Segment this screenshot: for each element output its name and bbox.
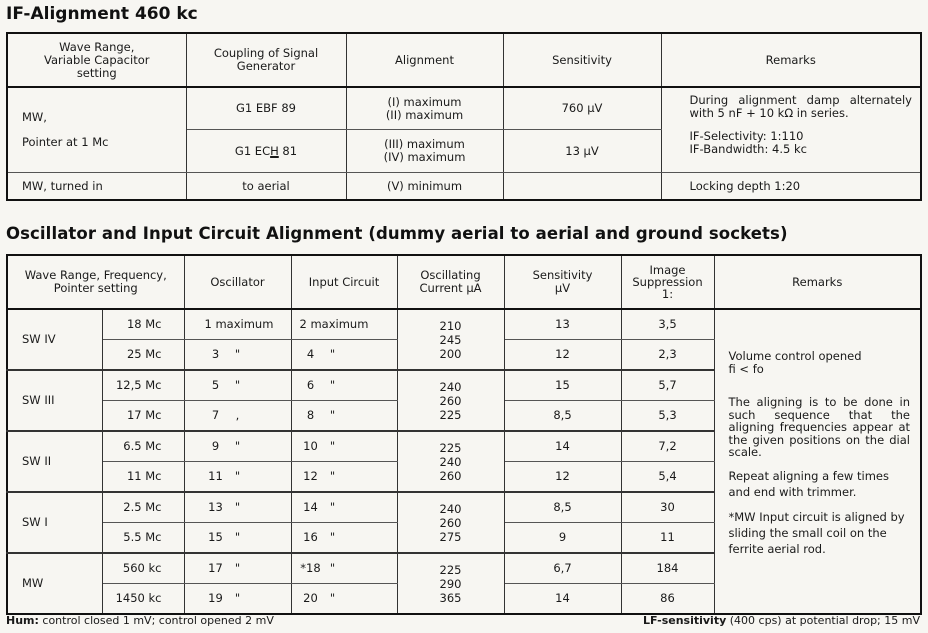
osc-current-cell	[397, 431, 504, 492]
osc-cell	[184, 401, 291, 432]
remark-sequence: The aligning is to be done in such sequence that the aligning frequencies appear at the given positions on the dial scale.	[728, 395, 910, 459]
ditto-mark: "	[329, 500, 336, 514]
freq-cell: 12,5 Mc	[102, 370, 184, 401]
input-number: 4	[306, 347, 315, 361]
if-alignment-table	[6, 32, 922, 201]
ditto-mark: "	[329, 530, 336, 544]
current-value: 260	[439, 468, 462, 483]
align-III: (III) maximum	[384, 137, 465, 151]
image-cell: 5,3	[621, 401, 714, 432]
if-alignment-title: IF-Alignment 460 kc	[6, 4, 198, 24]
header-oscillator: Oscillator	[184, 255, 291, 309]
freq-cell: 560 kc	[102, 553, 184, 584]
alignment-V: (V) minimum	[346, 173, 503, 201]
input-cell: 2 maximum	[291, 309, 397, 340]
lf-label: LF-sensitivity	[642, 614, 727, 627]
osc-number: 9	[211, 439, 220, 453]
oscillator-alignment-title: Oscillator and Input Circuit Alignment (dummy aerial to aerial and ground sockets)	[6, 224, 788, 243]
current-value: 260	[439, 515, 462, 530]
current-value: 240	[439, 379, 462, 394]
remark-selectivity: IF-Selectivity: 1:110	[689, 129, 804, 143]
mw-range-line2: Pointer at 1 Mc	[22, 135, 109, 149]
ditto-mark: "	[329, 347, 336, 361]
ditto-mark: "	[329, 439, 336, 453]
sensitivity-row1: 760 µV	[503, 87, 661, 130]
sens-cell: 8,5	[504, 492, 621, 523]
header-osc-current	[397, 255, 504, 309]
header-input-circuit: Input Circuit	[291, 255, 397, 309]
oscillator-alignment-table	[6, 254, 922, 615]
osc-cell	[184, 584, 291, 615]
remark-volume	[729, 350, 911, 376]
input-number: *18	[300, 561, 321, 575]
osc-cell	[184, 431, 291, 462]
coupling-aerial: to aerial	[186, 173, 346, 201]
lf-text: (400 cps) at potential drop; 15 mV	[726, 614, 920, 627]
lf-sensitivity-note	[643, 614, 920, 627]
freq-cell: 2.5 Mc	[102, 492, 184, 523]
header-sensitivity: Sensitivity	[503, 33, 661, 87]
sensitivity-row2: 13 µV	[503, 130, 661, 173]
ditto-mark: "	[329, 378, 336, 392]
sensitivity-row3	[503, 173, 661, 201]
current-value: 225	[439, 407, 462, 422]
freq-cell: 11 Mc	[102, 462, 184, 493]
header-image-l2: Suppression	[632, 275, 703, 289]
input-number: 10	[303, 439, 318, 453]
image-cell: 5,4	[621, 462, 714, 493]
header-coupling: Coupling of Signal Generator	[186, 33, 346, 87]
mw-turned-range: MW, turned in	[7, 173, 186, 201]
ditto-mark: "	[234, 561, 241, 575]
header-wave-range: Wave Range, Variable Capacitor setting	[7, 33, 186, 87]
current-value: 245	[439, 332, 462, 347]
sens-cell: 9	[504, 523, 621, 554]
remark-locking: Locking depth 1:20	[689, 178, 801, 193]
coupling-ebf89: G1 EBF 89	[186, 87, 346, 130]
freq-cell: 17 Mc	[102, 401, 184, 432]
osc-number: 17	[208, 561, 223, 575]
header-osc-current-l1: Oscillating	[420, 268, 481, 282]
header-remarks-2: Remarks	[714, 255, 921, 309]
osc-number: 11	[208, 469, 223, 483]
freq-cell: 6.5 Mc	[102, 431, 184, 462]
input-cell	[291, 523, 397, 554]
sens-cell: 8,5	[504, 401, 621, 432]
freq-cell: 1450 kc	[102, 584, 184, 615]
current-value: 240	[439, 454, 462, 469]
ditto-mark: "	[234, 378, 241, 392]
current-value: 290	[439, 576, 462, 591]
current-value: 365	[439, 590, 462, 605]
range-sw-ii: SW II	[7, 431, 102, 492]
header-image-l3: 1:	[661, 287, 674, 301]
osc-current-cell	[397, 370, 504, 431]
input-cell	[291, 370, 397, 401]
osc-number: 19	[208, 591, 223, 605]
header-wave-range-freq: Wave Range, Frequency, Pointer setting	[7, 255, 184, 309]
osc-number: 3	[211, 347, 220, 361]
align-I: (I) maximum	[387, 94, 462, 109]
ditto-mark: "	[329, 591, 336, 605]
sens-cell: 15	[504, 370, 621, 401]
ditto-mark: "	[234, 591, 241, 605]
alignment-row2	[346, 130, 503, 173]
osc-cell	[184, 370, 291, 401]
image-cell: 7,2	[621, 431, 714, 462]
header-sens-l2: µV	[554, 281, 571, 295]
input-cell	[291, 462, 397, 493]
sens-cell: 6,7	[504, 553, 621, 584]
input-cell	[291, 584, 397, 615]
coupling-ech81-prefix: G1 EC	[234, 143, 271, 158]
image-cell: 2,3	[621, 340, 714, 371]
input-cell	[291, 340, 397, 371]
osc-cell	[184, 462, 291, 493]
input-number: 16	[303, 530, 318, 544]
sens-cell: 14	[504, 584, 621, 615]
mw-pointer-cell	[7, 87, 186, 173]
ditto-mark: "	[234, 530, 241, 544]
header-image-suppression	[621, 255, 714, 309]
sens-cell: 13	[504, 309, 621, 340]
remark-damp: During alignment damp alternately with 5 nF + 10 kΩ in series.	[689, 93, 912, 120]
ditto-mark: ,	[235, 408, 240, 422]
osc-cell	[184, 523, 291, 554]
input-cell	[291, 401, 397, 432]
table-row	[7, 309, 921, 340]
remark-mw-input: *MW Input circuit is aligned by sliding the small coil on the ferrite aerial rod.	[728, 509, 905, 556]
osc-number: 5	[211, 378, 220, 392]
if-header-row	[7, 33, 921, 87]
osc-cell	[184, 492, 291, 523]
ditto-mark: "	[234, 469, 241, 483]
if-row-1	[7, 87, 921, 130]
current-value: 260	[439, 393, 462, 408]
if-remarks-cell	[661, 87, 921, 173]
align-II: (II) maximum	[385, 107, 464, 122]
image-cell: 86	[621, 584, 714, 615]
current-value: 240	[439, 501, 462, 516]
current-value: 275	[439, 529, 462, 544]
osc-number: 13	[208, 500, 223, 514]
input-cell	[291, 431, 397, 462]
header-alignment: Alignment	[346, 33, 503, 87]
current-value: 225	[439, 562, 462, 577]
range-sw-iii: SW III	[7, 370, 102, 431]
input-number: 8	[306, 408, 315, 422]
remark-repeat: Repeat aligning a few times and end with trimmer.	[728, 468, 889, 499]
range-sw-i: SW I	[7, 492, 102, 553]
hum-text: control closed 1 mV; control opened 2 mV	[38, 614, 274, 627]
sens-cell: 12	[504, 340, 621, 371]
ditto-mark: "	[234, 439, 241, 453]
image-cell: 5,7	[621, 370, 714, 401]
hum-note	[6, 614, 274, 627]
input-number: 20	[303, 591, 318, 605]
input-cell	[291, 553, 397, 584]
osc-cell: 1 maximum	[184, 309, 291, 340]
sens-cell: 12	[504, 462, 621, 493]
ditto-mark: "	[234, 347, 241, 361]
ditto-mark: "	[234, 500, 241, 514]
ditto-mark: "	[329, 408, 336, 422]
osc-cell	[184, 340, 291, 371]
alignment-row1	[346, 87, 503, 130]
input-number: 14	[303, 500, 318, 514]
remark-bandwidth: IF-Bandwidth: 4.5 kc	[689, 142, 807, 156]
osc-current-cell	[397, 553, 504, 614]
header-sensitivity-uv	[504, 255, 621, 309]
image-cell: 11	[621, 523, 714, 554]
header-image-l1: Image	[649, 263, 686, 277]
ditto-mark: "	[329, 561, 336, 575]
image-cell: 30	[621, 492, 714, 523]
osc-number: 7	[211, 408, 220, 422]
remark-volume-l1: Volume control opened	[728, 349, 862, 363]
osc-header-row	[7, 255, 921, 309]
mw-range-line1: MW,	[22, 110, 47, 124]
coupling-ech81	[186, 130, 346, 173]
coupling-ech81-mark: H	[270, 143, 279, 158]
osc-remarks-cell	[714, 309, 921, 614]
hum-label: Hum:	[6, 614, 39, 627]
if-row-3	[7, 173, 921, 201]
sens-cell: 14	[504, 431, 621, 462]
coupling-ech81-suffix: 81	[278, 143, 298, 158]
header-remarks: Remarks	[661, 33, 921, 87]
current-value: 225	[439, 440, 462, 455]
osc-number: 15	[208, 530, 223, 544]
osc-current-cell	[397, 309, 504, 370]
input-cell	[291, 492, 397, 523]
remark-volume-l2: fi < fo	[728, 362, 764, 376]
range-sw-iv: SW IV	[7, 309, 102, 370]
freq-cell: 25 Mc	[102, 340, 184, 371]
image-cell: 3,5	[621, 309, 714, 340]
range-mw: MW	[7, 553, 102, 614]
osc-current-cell	[397, 492, 504, 553]
freq-cell: 5.5 Mc	[102, 523, 184, 554]
input-number: 6	[306, 378, 315, 392]
osc-cell	[184, 553, 291, 584]
header-osc-current-l2: Current µA	[419, 281, 482, 295]
current-value: 200	[439, 346, 462, 361]
header-sens-l1: Sensitivity	[532, 268, 593, 282]
ditto-mark: "	[329, 469, 336, 483]
image-cell: 184	[621, 553, 714, 584]
freq-cell: 18 Mc	[102, 309, 184, 340]
input-number: 12	[303, 469, 318, 483]
current-value: 210	[439, 318, 462, 333]
align-IV: (IV) maximum	[383, 150, 466, 164]
